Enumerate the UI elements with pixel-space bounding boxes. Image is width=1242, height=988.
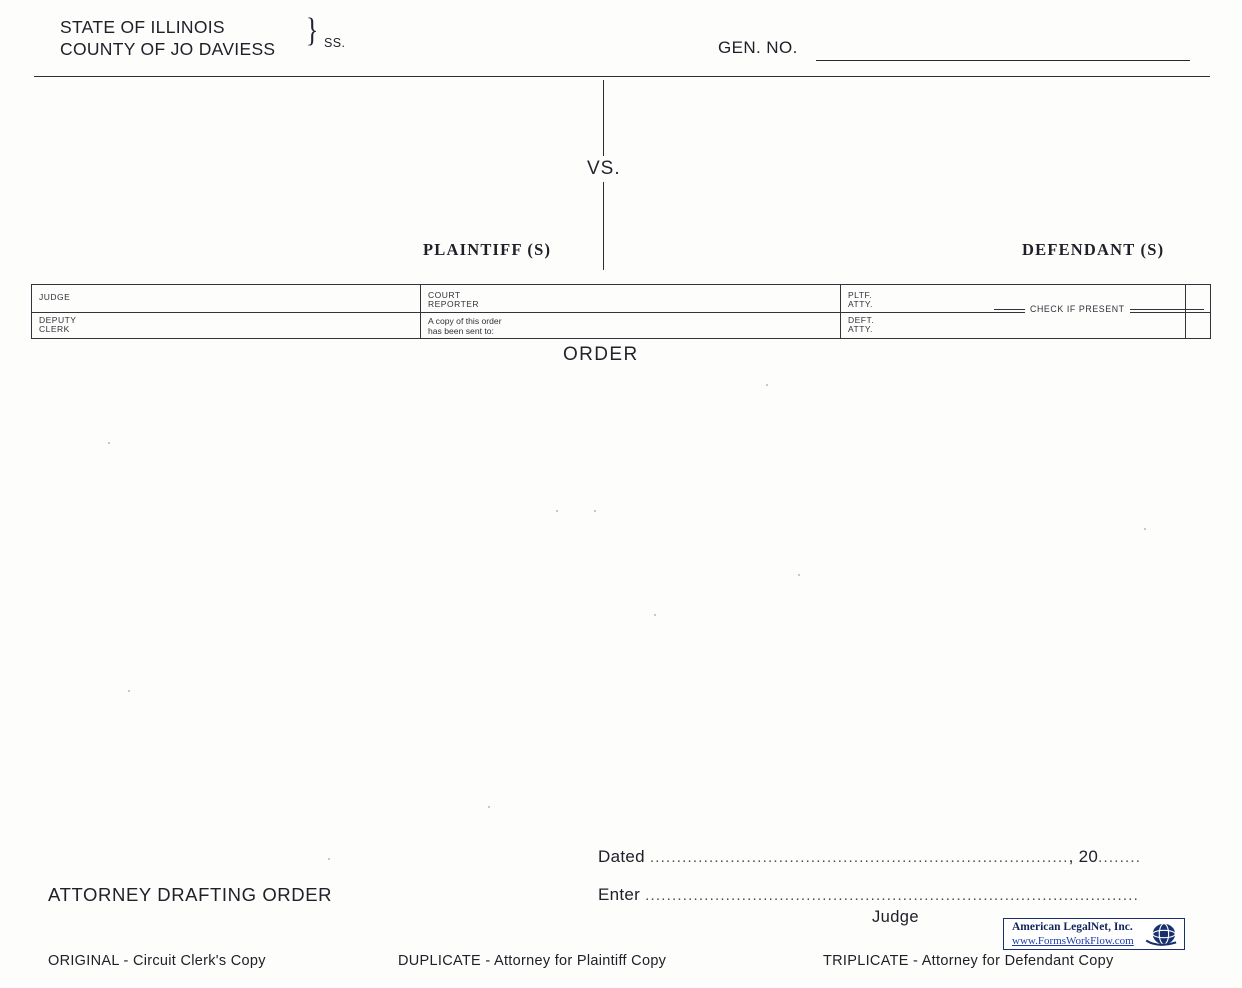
grid-vertical-rule-3 — [1185, 285, 1186, 338]
deputy-clerk-label-line2: CLERK — [39, 324, 70, 334]
judge-signature-label: Judge — [872, 908, 919, 926]
legalnet-title: American LegalNet, Inc. — [1012, 921, 1133, 933]
order-body-blank-area[interactable] — [36, 370, 1206, 830]
court-reporter-label-line1: COURT — [428, 290, 461, 300]
globe-logo-icon — [1144, 920, 1182, 948]
attorney-drafting-order-label: ATTORNEY DRAFTING ORDER — [48, 884, 333, 905]
state-line: STATE OF ILLINOIS — [60, 17, 225, 37]
year-prefix: , 20 — [1068, 847, 1099, 866]
plaintiff-label: PLAINTIFF (S) — [423, 240, 552, 259]
american-legalnet-stamp[interactable] — [1003, 918, 1185, 950]
jurisdiction-block — [60, 16, 275, 60]
enter-dotted-line[interactable]: ............................................................................................ — [645, 887, 1139, 904]
gen-no-label: GEN. NO. — [718, 38, 798, 57]
deft-atty-label-line1: DEFT. — [848, 315, 875, 325]
deputy-clerk-label-line1: DEPUTY — [39, 315, 77, 325]
grid-vertical-rule-1 — [420, 285, 421, 338]
brace-glyph: } — [306, 12, 319, 49]
enter-label: Enter — [598, 885, 641, 904]
pltf-atty-label-line1: PLTF. — [848, 290, 873, 300]
caption-top-rule — [34, 76, 1210, 77]
defendant-label: DEFENDANT (S) — [1022, 240, 1165, 259]
grid-vertical-rule-2 — [840, 285, 841, 338]
info-grid — [31, 284, 1211, 339]
enter-row[interactable] — [598, 885, 1139, 905]
pltf-atty-label-line2: ATTY. — [848, 299, 873, 309]
versus-label: VS. — [583, 156, 625, 182]
check-if-present-label: CHECK IF PRESENT — [1025, 304, 1130, 314]
year-dotted-line[interactable]: ........ — [1098, 849, 1142, 866]
gen-no-input-line[interactable] — [816, 60, 1190, 61]
dated-row[interactable] — [598, 847, 1141, 867]
copy-label-duplicate: DUPLICATE - Attorney for Plaintiff Copy — [398, 953, 667, 969]
order-title: ORDER — [563, 344, 639, 365]
county-line: COUNTY OF JO DAVIESS — [60, 39, 276, 59]
court-reporter-label-line2: REPORTER — [428, 299, 480, 309]
dated-label: Dated — [598, 847, 645, 866]
copy-sent-note-line2: has been sent to: — [428, 326, 494, 336]
ss-label: SS. — [324, 36, 346, 50]
legalnet-url[interactable]: www.FormsWorkFlow.com — [1012, 935, 1134, 947]
form-header — [34, 12, 1210, 72]
deft-atty-label-line2: ATTY. — [848, 324, 873, 334]
copy-sent-note-line1: A copy of this order — [428, 316, 502, 326]
dated-dotted-line[interactable]: .............................................................................. — [649, 849, 1069, 866]
judge-label: JUDGE — [39, 292, 71, 302]
copy-label-triplicate: TRIPLICATE - Attorney for Defendant Copy — [823, 953, 1114, 969]
copy-label-original: ORIGINAL - Circuit Clerk's Copy — [48, 953, 266, 969]
